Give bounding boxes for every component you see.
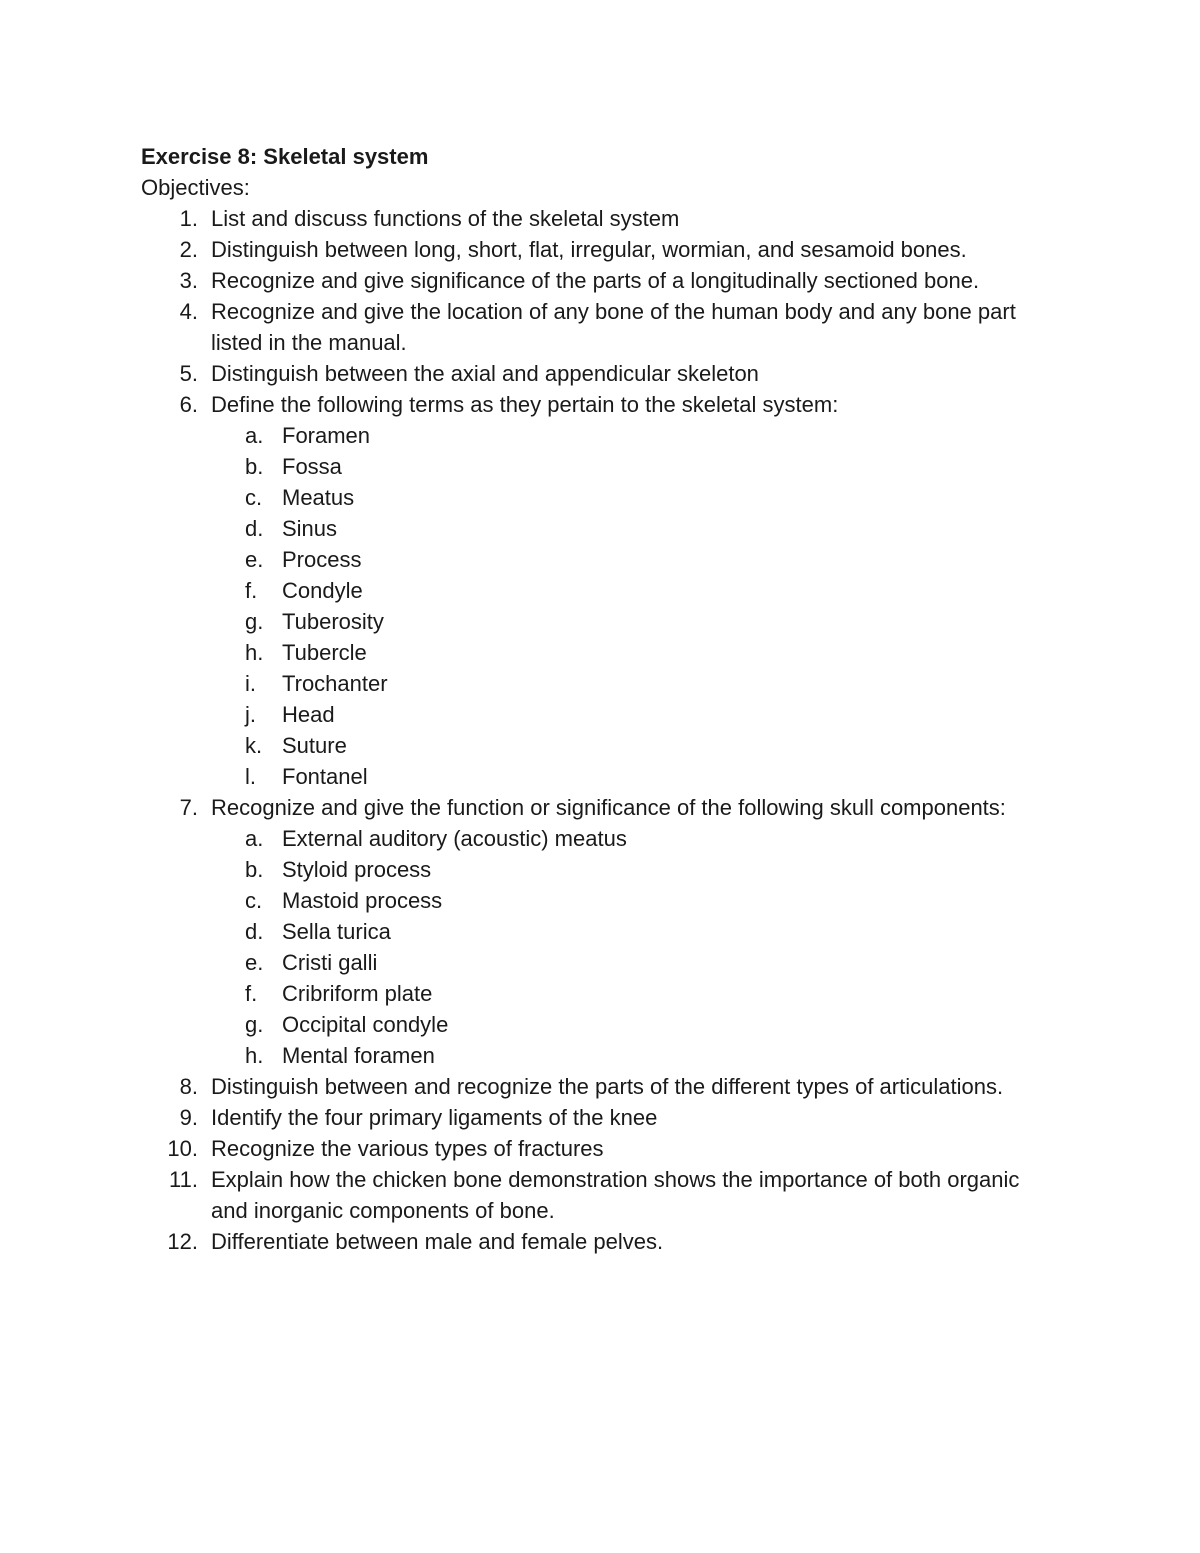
term-text: Cristi galli bbox=[282, 950, 378, 975]
objective-number: 7. bbox=[179, 795, 198, 820]
objective-number: 1. bbox=[179, 206, 198, 231]
objective-text: Recognize and give the function or significance of the following skull components: bbox=[211, 795, 1006, 820]
term-text: Condyle bbox=[282, 578, 363, 603]
term-text: Process bbox=[282, 547, 362, 572]
term-item bbox=[141, 978, 1061, 1009]
objective-item bbox=[141, 265, 1061, 296]
objective-text: Recognize and give significance of the parts of a longitudinally sectioned bone. bbox=[211, 268, 980, 293]
objective-number: 6. bbox=[179, 392, 198, 417]
objective-number: 9. bbox=[179, 1105, 198, 1130]
term-letter: c. bbox=[245, 888, 263, 913]
term-text: External auditory (acoustic) meatus bbox=[282, 826, 627, 851]
objective-number: 12. bbox=[167, 1229, 198, 1254]
term-letter: g. bbox=[245, 1012, 264, 1037]
document-title: Exercise 8: Skeletal system bbox=[141, 144, 429, 169]
term-item bbox=[141, 606, 1061, 637]
term-letter: b. bbox=[245, 454, 264, 479]
objective-item bbox=[141, 792, 1061, 823]
objective-text: Distinguish between the axial and appendicular skeleton bbox=[211, 361, 759, 386]
objective-item bbox=[141, 1164, 1061, 1226]
term-text: Fontanel bbox=[282, 764, 368, 789]
objective-number: 4. bbox=[179, 299, 198, 324]
term-item bbox=[141, 947, 1061, 978]
objective-text: List and discuss functions of the skeletal system bbox=[211, 206, 680, 231]
objective-text: Recognize the various types of fractures bbox=[211, 1136, 604, 1161]
term-list bbox=[141, 420, 1061, 792]
objective-text: Define the following terms as they pertain to the skeletal system: bbox=[211, 392, 839, 417]
objective-text: Identify the four primary ligaments of the knee bbox=[211, 1105, 658, 1130]
objective-text: Distinguish between long, short, flat, irregular, wormian, and sesamoid bones. bbox=[211, 237, 967, 262]
term-letter: h. bbox=[245, 1043, 264, 1068]
term-letter: a. bbox=[245, 826, 264, 851]
term-item bbox=[141, 513, 1061, 544]
term-item bbox=[141, 575, 1061, 606]
term-item bbox=[141, 885, 1061, 916]
objective-number: 5. bbox=[179, 361, 198, 386]
term-letter: b. bbox=[245, 857, 264, 882]
term-letter: c. bbox=[245, 485, 263, 510]
term-item bbox=[141, 854, 1061, 885]
term-text: Meatus bbox=[282, 485, 355, 510]
term-item bbox=[141, 482, 1061, 513]
term-item bbox=[141, 668, 1061, 699]
term-list bbox=[141, 823, 1061, 1071]
term-letter: e. bbox=[245, 950, 264, 975]
objective-number: 8. bbox=[179, 1074, 198, 1099]
term-text: Occipital condyle bbox=[282, 1012, 449, 1037]
term-item bbox=[141, 730, 1061, 761]
term-text: Mastoid process bbox=[282, 888, 443, 913]
term-item bbox=[141, 823, 1061, 854]
term-text: Head bbox=[282, 702, 335, 727]
objective-item bbox=[141, 234, 1061, 265]
objective-item bbox=[141, 296, 1061, 358]
term-letter: g. bbox=[245, 609, 264, 634]
term-text: Trochanter bbox=[282, 671, 388, 696]
term-item bbox=[141, 916, 1061, 947]
term-text: Suture bbox=[282, 733, 347, 758]
term-item bbox=[141, 637, 1061, 668]
term-item bbox=[141, 699, 1061, 730]
objective-item bbox=[141, 358, 1061, 389]
objective-item bbox=[141, 1102, 1061, 1133]
objective-number: 2. bbox=[179, 237, 198, 262]
document-page bbox=[141, 141, 1061, 1257]
objective-text: Differentiate between male and female pelves. bbox=[211, 1229, 664, 1254]
objective-item bbox=[141, 1133, 1061, 1164]
objective-item bbox=[141, 1226, 1061, 1257]
term-item bbox=[141, 761, 1061, 792]
term-text: Sinus bbox=[282, 516, 338, 541]
objective-number: 11. bbox=[169, 1167, 198, 1192]
objective-number: 10. bbox=[167, 1136, 198, 1161]
term-text: Foramen bbox=[282, 423, 371, 448]
term-text: Tubercle bbox=[282, 640, 367, 665]
term-letter: k. bbox=[245, 733, 263, 758]
objective-item bbox=[141, 389, 1061, 420]
term-text: Tuberosity bbox=[282, 609, 384, 634]
term-item bbox=[141, 451, 1061, 482]
term-item bbox=[141, 1040, 1061, 1071]
objective-text: Explain how the chicken bone demonstration shows the importance of both organic and inorganic components of bone. bbox=[211, 1167, 1020, 1223]
term-letter: i. bbox=[245, 671, 256, 696]
term-letter: d. bbox=[245, 516, 264, 541]
term-letter: e. bbox=[245, 547, 264, 572]
objectives-list bbox=[141, 203, 1061, 1257]
term-text: Sella turica bbox=[282, 919, 391, 944]
term-letter: h. bbox=[245, 640, 264, 665]
term-text: Styloid process bbox=[282, 857, 432, 882]
term-letter: f. bbox=[245, 578, 258, 603]
term-text: Fossa bbox=[282, 454, 342, 479]
term-item bbox=[141, 544, 1061, 575]
term-letter: l. bbox=[245, 764, 256, 789]
objective-number: 3. bbox=[179, 268, 198, 293]
term-letter: f. bbox=[245, 981, 258, 1006]
term-text: Mental foramen bbox=[282, 1043, 435, 1068]
objectives-heading: Objectives: bbox=[141, 175, 250, 200]
term-item bbox=[141, 1009, 1061, 1040]
objective-item bbox=[141, 1071, 1061, 1102]
objective-text: Recognize and give the location of any bone of the human body and any bone part listed in the manual. bbox=[211, 299, 1016, 355]
objective-item bbox=[141, 203, 1061, 234]
term-letter: d. bbox=[245, 919, 264, 944]
term-letter: j. bbox=[245, 702, 256, 727]
term-item bbox=[141, 420, 1061, 451]
term-letter: a. bbox=[245, 423, 264, 448]
objective-text: Distinguish between and recognize the parts of the different types of articulations. bbox=[211, 1074, 1004, 1099]
term-text: Cribriform plate bbox=[282, 981, 433, 1006]
